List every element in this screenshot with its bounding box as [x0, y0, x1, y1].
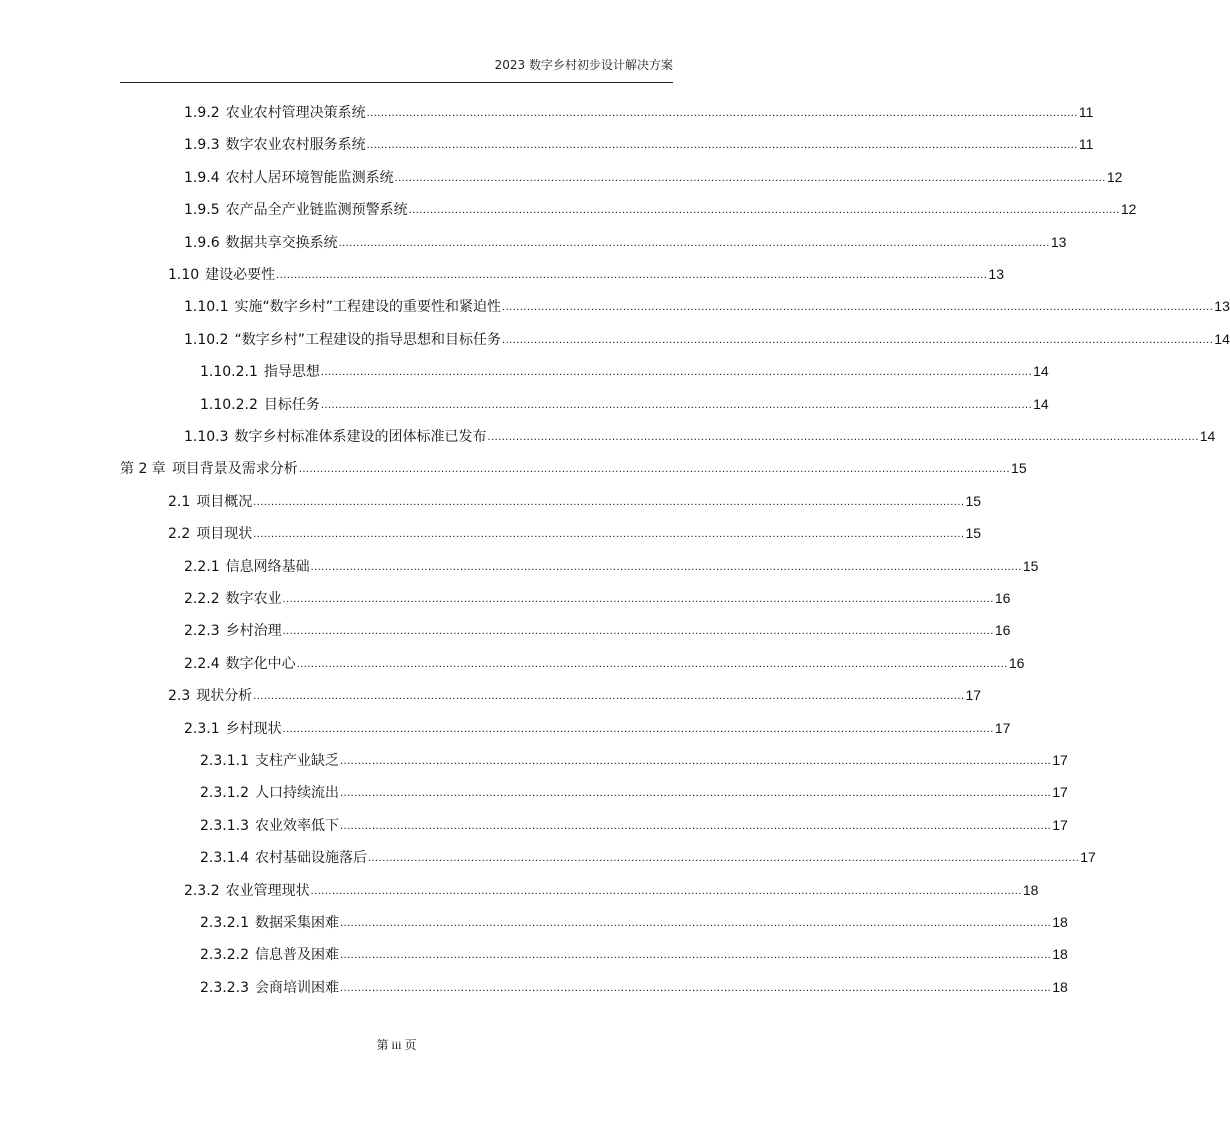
- toc-entry-title: [184, 653, 296, 673]
- toc-entry-number: 2.3.1.3: [200, 817, 249, 834]
- toc-entry-page: 16: [994, 590, 1011, 606]
- toc-entry-title: [184, 588, 282, 608]
- toc-leader-dots: ........................................................................................................................................................................................................: [320, 398, 1033, 411]
- toc-entry[interactable]: [200, 938, 1068, 970]
- toc-entry-number: 1.9.4: [184, 169, 220, 186]
- toc-entry-title: [200, 750, 339, 770]
- toc-entry-title: [184, 556, 310, 576]
- toc-entry[interactable]: [184, 128, 1094, 160]
- toc-leader-dots: ........................................................................................................................................................................................................: [366, 107, 1078, 119]
- toc-entry-page: 17: [1052, 752, 1068, 768]
- toc-entry-title: [200, 912, 339, 932]
- toc-entry-page: 18: [1022, 881, 1039, 898]
- toc-entry-page: 12: [1120, 201, 1137, 218]
- toc-entry-number: 2.2.4: [184, 655, 220, 672]
- toc-leader-dots: ........................................................................................................................................................................................................: [298, 463, 1011, 476]
- toc-entry-number: 2.2: [168, 526, 191, 543]
- toc-entry-label: 数字化中心: [225, 655, 296, 672]
- toc-entry-title: [184, 296, 501, 316]
- toc-entry-label: 数字农业农村服务系统: [225, 137, 366, 154]
- toc-entry-label: 项目概况: [196, 493, 253, 510]
- toc-leader-dots: ........................................................................................................................................................................................................: [367, 852, 1080, 865]
- toc-entry-title: [200, 394, 320, 414]
- toc-leader-dots: ........................................................................................................................................................................................................: [253, 495, 965, 508]
- toc-entry-title: [184, 134, 366, 154]
- toc-entry[interactable]: [184, 874, 1039, 906]
- toc-entry[interactable]: [184, 550, 1039, 582]
- toc-entry-number: 2.3.2.1: [200, 915, 249, 931]
- toc-entry-title: [200, 847, 367, 867]
- toc-entry-number: 1.9.2: [184, 105, 220, 121]
- toc-entry[interactable]: [184, 96, 1094, 128]
- toc-entry-page: 14: [1199, 428, 1216, 444]
- toc-entry-label: 农产品全产业链监测预警系统: [225, 202, 408, 219]
- toc-entry[interactable]: [200, 388, 1049, 420]
- toc-entry-page: 13: [988, 266, 1004, 282]
- toc-entry-label: 建设必要性: [205, 267, 276, 283]
- toc-entry-title: [200, 815, 339, 835]
- page-number: 第 iii 页: [376, 1038, 417, 1052]
- toc-leader-dots: ........................................................................................................................................................................................................: [339, 981, 1052, 994]
- toc-entry-title: [184, 880, 310, 900]
- toc-entry-label: 农村基础设施落后: [254, 850, 367, 867]
- toc-entry[interactable]: [184, 193, 1137, 225]
- toc-entry-label: 支柱产业缺乏: [254, 753, 339, 769]
- toc-entry[interactable]: [184, 712, 1011, 744]
- toc-entry-label: 农业管理现状: [225, 882, 310, 899]
- toc-entry-page: 18: [1052, 978, 1068, 995]
- toc-entry-title: [200, 977, 339, 997]
- toc-leader-dots: ........................................................................................................................................................................................................: [487, 431, 1199, 443]
- toc-entry-page: 15: [965, 525, 982, 542]
- toc-entry-title: [168, 264, 275, 284]
- toc-entry-title: [184, 329, 501, 349]
- toc-entry-number: 2.3.2.3: [200, 979, 249, 996]
- toc-entry-number: 第 2 章: [120, 461, 166, 478]
- toc-entry[interactable]: [184, 647, 1025, 679]
- toc-entry[interactable]: [184, 290, 1230, 322]
- toc-entry-title: [168, 523, 252, 543]
- toc-entry-title: [184, 167, 394, 187]
- toc-entry-number: 2.3.1: [184, 720, 220, 737]
- toc-entry-label: 乡村治理: [225, 623, 282, 640]
- toc-entry-page: 14: [1214, 330, 1230, 347]
- toc-entry-page: 16: [1008, 654, 1025, 671]
- toc-entry-number: 2.2.2: [184, 591, 220, 607]
- toc-entry-page: 17: [994, 719, 1011, 736]
- toc-entry[interactable]: [200, 355, 1049, 387]
- toc-entry-label: 会商培训困难: [254, 979, 339, 996]
- toc-entry-label: 农业效率低下: [254, 817, 339, 834]
- toc-leader-dots: ........................................................................................................................................................................................................: [320, 366, 1033, 379]
- toc-entry-title: [200, 944, 339, 964]
- toc-entry[interactable]: [184, 614, 1011, 646]
- toc-entry-page: 15: [1022, 557, 1039, 574]
- toc-entry[interactable]: [200, 776, 1068, 808]
- toc-entry-page: 18: [1052, 946, 1068, 963]
- toc-entry-title: [120, 458, 298, 478]
- toc-entry-number: 2.1: [168, 493, 191, 510]
- toc-entry[interactable]: [120, 452, 1027, 484]
- toc-leader-dots: ........................................................................................................................................................................................................: [339, 787, 1052, 800]
- toc-entry-title: [168, 685, 252, 705]
- toc-leader-dots: ........................................................................................................................................................................................................: [339, 949, 1052, 962]
- toc-entry-label: 信息网络基础: [225, 558, 310, 575]
- toc-entry-page: 14: [1033, 363, 1049, 380]
- toc-entry-title: [184, 718, 282, 738]
- toc-entry-number: 1.10.1: [184, 299, 229, 316]
- toc-entry-title: [200, 361, 320, 381]
- toc-entry-page: 16: [994, 622, 1011, 639]
- toc-entry-number: 1.9.3: [184, 137, 220, 154]
- toc-entry[interactable]: [200, 809, 1068, 841]
- toc-entry-page: 15: [965, 492, 982, 509]
- toc-entry[interactable]: [184, 161, 1123, 193]
- toc-leader-dots: ........................................................................................................................................................................................................: [253, 528, 965, 541]
- toc-entry-title: [184, 102, 366, 122]
- toc-entry[interactable]: [184, 226, 1067, 258]
- toc-entry-page: 17: [1052, 784, 1068, 801]
- toc-entry-page: 13: [1214, 298, 1230, 315]
- toc-entry[interactable]: [168, 679, 982, 711]
- toc-entry[interactable]: [184, 582, 1011, 614]
- toc-entry-label: 实施“数字乡村”工程建设的重要性和紧迫性: [234, 299, 502, 316]
- toc-entry-page: 17: [1080, 849, 1096, 866]
- toc-entry-number: 2.3.2: [184, 882, 220, 899]
- toc-entry-label: 人口持续流出: [254, 785, 339, 802]
- toc-leader-dots: ........................................................................................................................................................................................................: [338, 236, 1050, 249]
- toc-leader-dots: ........................................................................................................................................................................................................: [282, 593, 994, 605]
- toc-entry-page: 17: [965, 687, 982, 704]
- toc-entry-title: [184, 426, 487, 446]
- toc-entry-number: 1.10.2: [184, 331, 229, 348]
- toc-entry[interactable]: [200, 744, 1068, 776]
- toc-entry[interactable]: [168, 485, 982, 517]
- toc-entry-number: 2.3.2.2: [200, 947, 249, 964]
- toc-entry-number: 1.9.5: [184, 202, 220, 219]
- toc-entry-label: 信息普及困难: [254, 947, 339, 964]
- toc-leader-dots: ........................................................................................................................................................................................................: [310, 884, 1022, 897]
- toc-entry-page: 15: [1011, 460, 1027, 477]
- toc-entry-number: 1.10.2.2: [200, 396, 258, 413]
- toc-entry-label: 乡村现状: [225, 720, 282, 737]
- toc-leader-dots: ........................................................................................................................................................................................................: [282, 625, 994, 638]
- toc-leader-dots: ........................................................................................................................................................................................................: [296, 657, 1008, 670]
- toc-entry-number: 1.10: [168, 267, 200, 283]
- toc-entry-label: 现状分析: [196, 688, 253, 705]
- toc-leader-dots: ........................................................................................................................................................................................................: [394, 171, 1106, 184]
- toc-entry-page: 14: [1033, 395, 1049, 412]
- toc-entry-label: 目标任务: [263, 396, 320, 413]
- toc-entry-number: 2.2.3: [184, 623, 220, 640]
- toc-entry[interactable]: [200, 906, 1068, 938]
- toc-entry-number: 2.3.1.1: [200, 753, 249, 769]
- toc-entry[interactable]: [184, 420, 1216, 452]
- toc-entry-title: [168, 491, 252, 511]
- toc-entry-label: 指导思想: [263, 364, 320, 381]
- toc-leader-dots: ........................................................................................................................................................................................................: [502, 333, 1214, 346]
- toc-entry-label: 数据共享交换系统: [225, 234, 338, 251]
- toc-leader-dots: ........................................................................................................................................................................................................: [339, 917, 1052, 929]
- page-header: [120, 52, 673, 83]
- toc-leader-dots: ........................................................................................................................................................................................................: [408, 204, 1120, 217]
- toc-entry-label: 项目背景及需求分析: [171, 461, 298, 478]
- toc-entry-number: 1.10.3: [184, 429, 229, 445]
- toc-entry-label: 农业农村管理决策系统: [225, 105, 366, 121]
- toc-entry-page: 17: [1052, 816, 1068, 833]
- toc-entry[interactable]: [184, 323, 1230, 355]
- toc-leader-dots: ........................................................................................................................................................................................................: [339, 819, 1052, 832]
- toc-entry-title: [184, 620, 282, 640]
- toc-entry[interactable]: [168, 517, 982, 549]
- toc-entry-number: 1.10.2.1: [200, 364, 258, 381]
- toc-entry-label: 数字乡村标准体系建设的团体标准已发布: [234, 429, 487, 445]
- toc-leader-dots: ........................................................................................................................................................................................................: [276, 269, 988, 281]
- toc-entry[interactable]: [168, 258, 1004, 290]
- toc-entry-number: 2.3.1.2: [200, 785, 249, 802]
- toc-entry-page: 18: [1052, 914, 1068, 930]
- toc-entry-title: [184, 232, 338, 252]
- toc-entry-page: 12: [1106, 168, 1123, 185]
- toc-entry-label: 数据采集困难: [254, 915, 339, 931]
- toc-entry-label: 数字农业: [225, 591, 282, 607]
- toc-entry-label: 农村人居环境智能监测系统: [225, 169, 394, 186]
- toc-entry[interactable]: [200, 971, 1068, 1003]
- toc-entry-label: “数字乡村”工程建设的指导思想和目标任务: [234, 331, 502, 348]
- toc-leader-dots: ........................................................................................................................................................................................................: [253, 690, 965, 703]
- toc-entry-page: 13: [1050, 233, 1067, 250]
- toc-entry-number: 2.2.1: [184, 558, 220, 575]
- document-title: 2023 数字乡村初步设计解决方案: [494, 58, 673, 72]
- toc-entry-page: 11: [1078, 136, 1094, 153]
- toc-leader-dots: ........................................................................................................................................................................................................: [282, 722, 994, 735]
- toc-leader-dots: ........................................................................................................................................................................................................: [310, 560, 1022, 573]
- toc-entry-page: 11: [1078, 104, 1094, 120]
- toc-entry[interactable]: [200, 841, 1096, 873]
- toc-entry-number: 2.3: [168, 688, 191, 705]
- toc-leader-dots: ........................................................................................................................................................................................................: [502, 301, 1214, 314]
- toc-entry-title: [184, 199, 408, 219]
- toc-entry-title: [200, 782, 339, 802]
- toc-entry-label: 项目现状: [196, 526, 253, 543]
- toc-entry-number: 1.9.6: [184, 234, 220, 251]
- toc-leader-dots: ........................................................................................................................................................................................................: [339, 755, 1052, 767]
- toc-entry-number: 2.3.1.4: [200, 850, 249, 867]
- toc-leader-dots: ........................................................................................................................................................................................................: [366, 139, 1078, 152]
